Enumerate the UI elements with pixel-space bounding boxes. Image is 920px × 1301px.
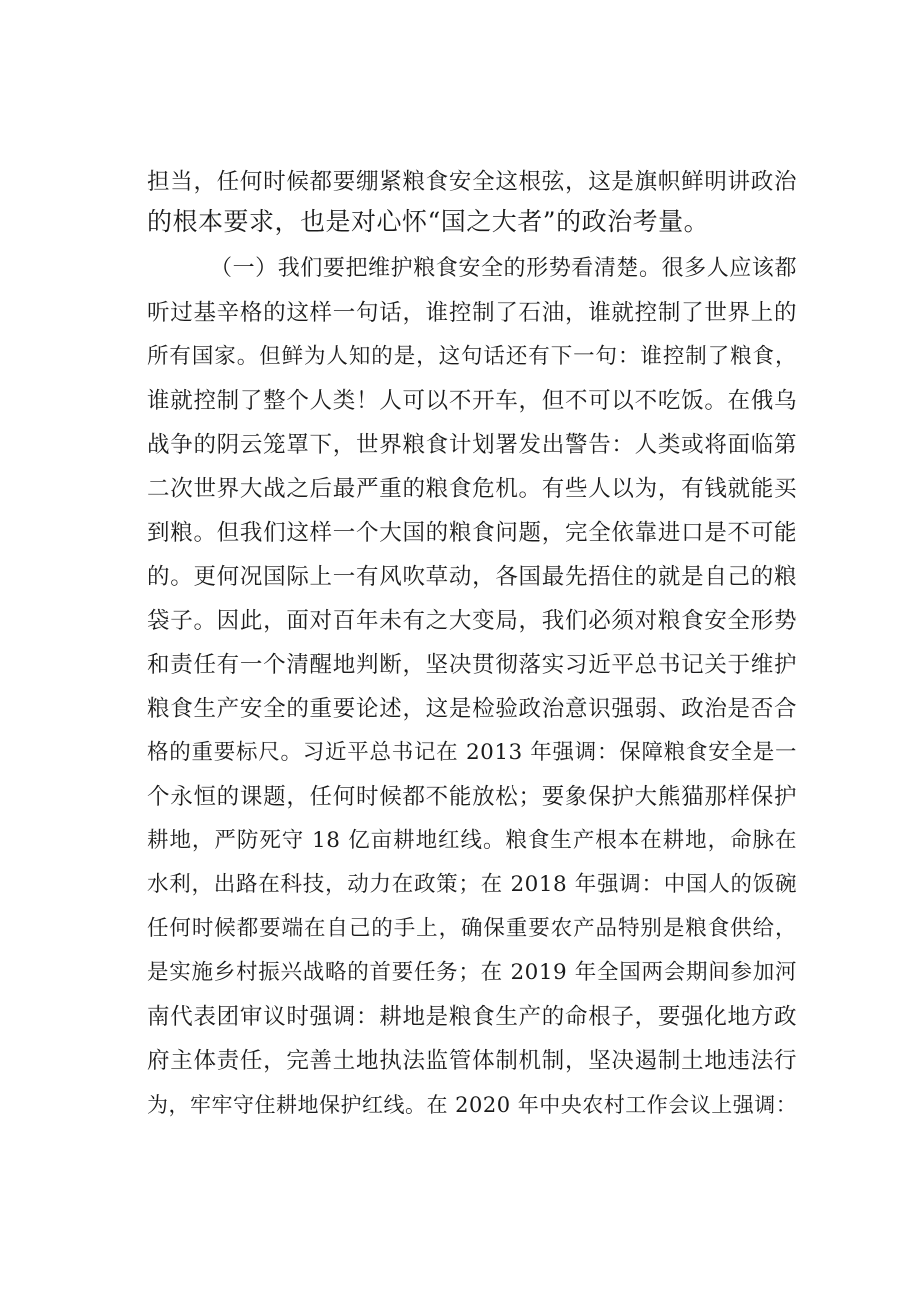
paragraph-2-line-4: 谁就控制了整个人类！人可以不开车，但不可以不吃饭。在俄乌	[147, 388, 797, 414]
paragraph-2-line-7: 到粮。但我们这样一个大国的粮食问题，完全依靠进口是不可能	[147, 520, 797, 546]
paragraph-2-line-19: 府主体责任，完善土地执法监管体制机制，坚决遏制土地违法行	[147, 1048, 797, 1074]
paragraph-2-line-6: 二次世界大战之后最严重的粮食危机。有些人以为，有钱就能买	[147, 476, 797, 502]
paragraph-2-line-8: 的。更何况国际上一有风吹草动，各国最先捂住的就是自己的粮	[147, 564, 797, 590]
paragraph-2-line-10: 和责任有一个清醒地判断，坚决贯彻落实习近平总书记关于维护	[147, 652, 797, 678]
paragraph-2-line-3: 所有国家。但鲜为人知的是，这句话还有下一句：谁控制了粮食，	[147, 344, 797, 369]
paragraph-2-line-16: 任何时候都要端在自己的手上，确保重要农产品特别是粮食供给，	[147, 916, 797, 941]
paragraph-2-line-20: 为，牢牢守住耕地保护红线。在 2020 年中央农村工作会议上强调：	[147, 1093, 798, 1117]
paragraph-1-line-2: 的根本要求，也是对心怀“国之大者”的政治考量。	[147, 207, 710, 236]
paragraph-2-line-5: 战争的阴云笼罩下，世界粮食计划署发出警告：人类或将面临第	[147, 432, 797, 458]
paragraph-2-line-17: 是实施乡村振兴战略的首要任务；在 2019 年全国两会期间参加河	[147, 960, 797, 985]
paragraph-2-line-11: 粮食生产安全的重要论述，这是检验政治意识强弱、政治是否合	[147, 696, 797, 722]
paragraph-2-line-12: 格的重要标尺。习近平总书记在 2013 年强调：保障粮食安全是一	[147, 740, 797, 765]
paragraph-2-line-9: 袋子。因此，面对百年未有之大变局，我们必须对粮食安全形势	[147, 608, 797, 634]
paragraph-2-line-1: （一）我们要把维护粮食安全的形势看清楚。很多人应该都	[210, 256, 797, 281]
paragraph-2-line-15: 水利，出路在科技，动力在政策；在 2018 年强调：中国人的饭碗	[147, 872, 797, 897]
paragraph-2-line-13: 个永恒的课题，任何时候都不能放松；要象保护大熊猫那样保护	[147, 784, 797, 810]
paragraph-2-line-2: 听过基辛格的这样一句话，谁控制了石油，谁就控制了世界上的	[147, 300, 797, 326]
paragraph-1-line-1: 担当，任何时候都要绷紧粮食安全这根弦，这是旗帜鲜明讲政治	[147, 169, 797, 195]
paragraph-2-line-18: 南代表团审议时强调：耕地是粮食生产的命根子，要强化地方政	[147, 1004, 797, 1030]
paragraph-2-line-14: 耕地，严防死守 18 亿亩耕地红线。粮食生产根本在耕地，命脉在	[147, 828, 797, 853]
